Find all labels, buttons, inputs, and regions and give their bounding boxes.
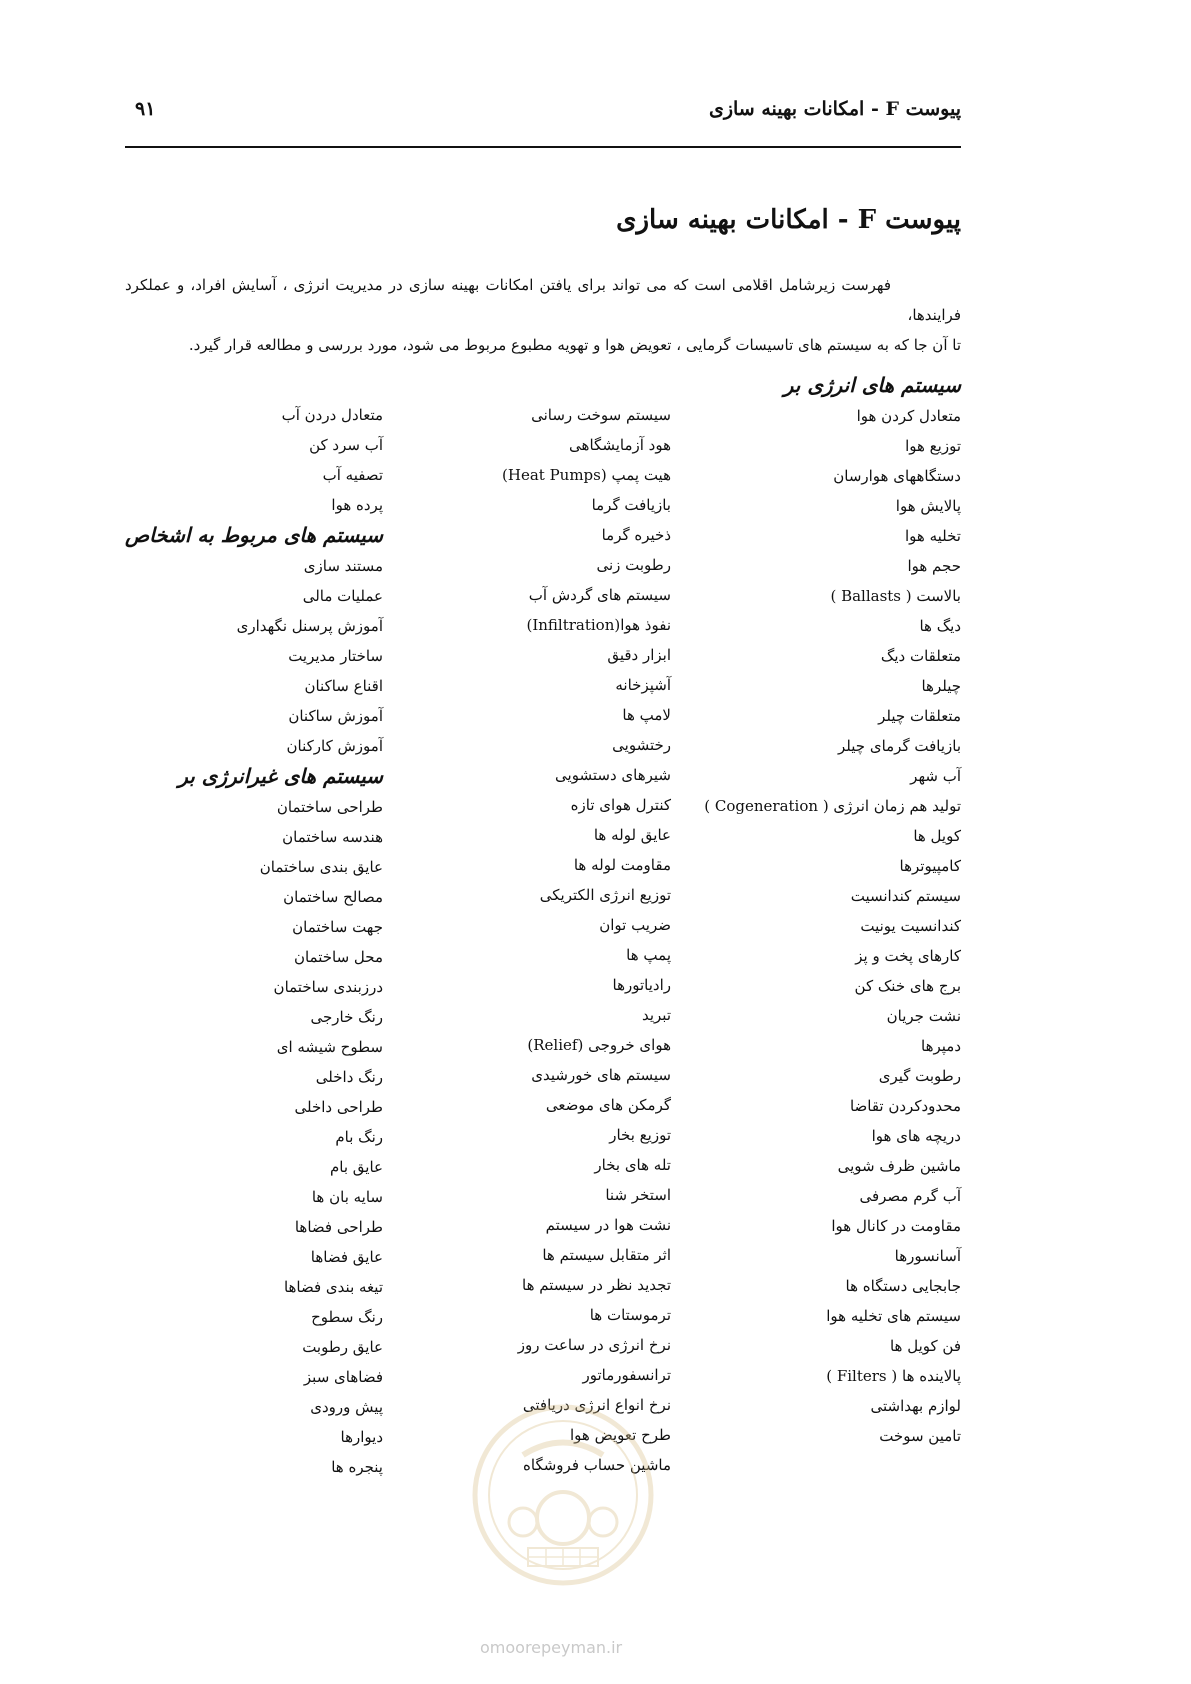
list-item: تله های بخار [594, 1156, 671, 1174]
list-item: سیستم سوخت رسانی [531, 406, 671, 424]
list-item: نرخ انرژی در ساعت روز [517, 1336, 671, 1354]
list-item: عایق رطوبت [302, 1338, 383, 1356]
list-item: آموزش ساکنان [288, 707, 383, 725]
list-item: تیغه بندی فضاها [283, 1278, 383, 1296]
list-item: کارهای پخت و پز [855, 947, 961, 965]
list-item: ترانسفورماتور [582, 1366, 671, 1384]
list-item: کنترل هوای تازه [570, 796, 671, 814]
list-item: رختشویی [612, 736, 671, 754]
list-item: محدودکردن تقاضا [849, 1097, 961, 1115]
list-item: بازیافت گرما [591, 496, 671, 514]
list-item: تصفیه آب [322, 466, 383, 484]
list-item: برج های خنک کن [854, 977, 961, 995]
intro-line-2: تا آن جا که به سیستم های تاسیسات گرمایی ، تعویض هوا و تهویه مطبوع مربوط می شود، مورد بررسی و مطالعه قرار گیرد. [188, 336, 961, 354]
list-item: مصالح ساختمان [283, 888, 383, 906]
list-item: کندانسیت یونیت [860, 917, 961, 935]
list-item: مقاومت لوله ها [573, 856, 671, 874]
list-item: تخلیه هوا [905, 527, 961, 545]
list-item: درزبندی ساختمان [273, 978, 383, 996]
list-item: رادیاتورها [612, 976, 671, 994]
list-item: اثر متقابل سیستم ها [542, 1246, 671, 1264]
list-item: سطوح شیشه ای [276, 1038, 383, 1056]
list-item: پنجره ها [331, 1458, 383, 1476]
list-item: ذخیره گرما [601, 526, 671, 544]
list-item: طراحی فضاها [294, 1218, 383, 1236]
list-item: طراحی داخلی [294, 1098, 383, 1116]
list-item: پالایش هوا [895, 497, 961, 515]
list-item: آب گرم مصرفی [859, 1187, 961, 1205]
list-item: طرح تعویض هوا [570, 1426, 671, 1444]
section-heading: سیستم های غیرانرژی بر [178, 764, 383, 788]
list-item: ساختار مدیریت [288, 647, 383, 665]
list-item: پمپ ها [626, 946, 671, 964]
website-watermark: omoorepeyman.ir [480, 1638, 623, 1657]
list-item: ترموستات ها [589, 1306, 671, 1324]
list-column-middle [341, 370, 671, 1480]
list-item: سیستم کندانسیت [850, 887, 961, 905]
list-item: پرده هوا [331, 496, 383, 514]
list-item: متعلقات چیلر [878, 707, 961, 725]
list-item: رطوبت گیری [878, 1067, 961, 1085]
list-item: ماشین ظرف شویی [837, 1157, 961, 1175]
list-item: متعادل کردن هوا [856, 407, 961, 425]
list-item: رنگ خارجی [310, 1008, 383, 1026]
list-item: عایق فضاها [310, 1248, 383, 1266]
list-item: مستند سازی [303, 557, 383, 575]
list-item [53, 370, 383, 400]
list-item: سیستم های گردش آب [528, 586, 671, 604]
list-column-left [53, 370, 383, 1482]
list-item: کامپیوترها [899, 857, 961, 875]
list-item: بازیافت گرمای چیلر [838, 737, 961, 755]
list-item: توزیع انرژی الکتریکی [539, 886, 671, 904]
page-title: پیوست F - امکانات بهینه سازی [616, 205, 961, 235]
list-item: شیرهای دستشویی [555, 766, 671, 784]
list-item: عایق بندی ساختمان [259, 858, 383, 876]
list-item: آموزش کارکنان [286, 737, 383, 755]
list-item: اقناع ساکنان [304, 677, 383, 695]
list-item: جهت ساختمان [292, 918, 383, 936]
list-item: رنگ سطوح [311, 1308, 383, 1326]
list-item: هندسه ساختمان [282, 828, 383, 846]
list-item: سایه بان ها [311, 1188, 383, 1206]
list-item: رطوبت زنی [596, 556, 671, 574]
list-item: توزیع هوا [905, 437, 961, 455]
list-item: رنگ بام [335, 1128, 383, 1146]
list-item: جابجایی دستگاه ها [845, 1277, 961, 1295]
list-item: محل ساختمان [293, 948, 383, 966]
list-item: لامپ ها [622, 706, 671, 724]
list-item: آسانسورها [894, 1247, 961, 1265]
list-item: دریچه های هوا [871, 1127, 961, 1145]
list-item: رنگ داخلی [315, 1068, 383, 1086]
publisher-seal-icon [468, 1400, 658, 1590]
list-item: عملیات مالی [302, 587, 383, 605]
list-item: دیگ ها [919, 617, 961, 635]
list-item: سیستم های خورشیدی [531, 1066, 671, 1084]
intro-paragraph [125, 270, 961, 360]
list-item: تامین سوخت [879, 1427, 961, 1445]
list-item: چیلرها [921, 677, 961, 695]
list-item: مقاومت در کانال هوا [831, 1217, 961, 1235]
list-item: تبرید [641, 1006, 671, 1024]
list-item: فضاهای سبز [303, 1368, 383, 1386]
list-item: متعلقات دیگ [880, 647, 961, 665]
list-item: تولید هم زمان انرژی ( Cogeneration ) [704, 797, 961, 815]
list-item: دستگاههای هوارسان [833, 467, 961, 485]
list-item: توزیع بخار [609, 1126, 671, 1144]
list-item: ماشین حساب فروشگاه [523, 1456, 671, 1474]
list-item: کویل ها [913, 827, 961, 845]
list-item: عایق بام [329, 1158, 383, 1176]
list-item: نرخ انواع انرژی دریافتی [522, 1396, 671, 1414]
list-item: هود آزمایشگاهی [569, 436, 671, 454]
page-number: ۹۱ [135, 98, 156, 120]
list-item: عایق لوله ها [593, 826, 671, 844]
list-item: تجدید نظر در سیستم ها [522, 1276, 671, 1294]
list-item: سیستم های تخلیه هوا [826, 1307, 961, 1325]
list-item: هیت پمپ (Heat Pumps) [502, 466, 671, 484]
section-heading: سیستم های انرژی بر [783, 373, 961, 397]
section-heading: سیستم های مربوط به اشخاص [124, 523, 383, 547]
intro-line-1: فهرست زیرشامل اقلامی است که می تواند برای یافتن امکانات بهینه سازی در مدیریت انرژی ، آسایش افراد، و عملکرد فرایندها، [125, 276, 961, 324]
list-item: هوای خروجی (Relief) [527, 1036, 671, 1054]
list-item: لوازم بهداشتی [870, 1397, 961, 1415]
list-item: دیوارها [340, 1428, 383, 1446]
list-item: ابزار دقیق [607, 646, 671, 664]
list-item: فن کویل ها [889, 1337, 961, 1355]
list-item: بالاست ( Ballasts ) [830, 587, 961, 605]
list-item: آب سرد کن [309, 436, 383, 454]
list-item: گرمکن های موضعی [545, 1096, 671, 1114]
list-item: نشت جریان [886, 1007, 961, 1025]
list-item: نفوذ هوا(Infiltration) [526, 616, 671, 634]
list-item: آب شهر [910, 767, 961, 785]
list-item: دمپرها [921, 1037, 961, 1055]
list-item: پیش ورودی [310, 1398, 383, 1416]
header-rule [125, 146, 961, 148]
running-title: پیوست F - امکانات بهینه سازی [708, 98, 961, 120]
list-item: استخر شنا [605, 1186, 671, 1204]
list-item: پالاینده ها ( Filters ) [826, 1367, 961, 1385]
list-item: حجم هوا [907, 557, 961, 575]
list-item: آشپزخانه [615, 676, 671, 694]
list-item: نشت هوا در سیستم [545, 1216, 671, 1234]
list-item: ضریب توان [599, 916, 671, 934]
list-item: آموزش پرسنل نگهداری [236, 617, 383, 635]
list-item: متعادل دردن آب [281, 406, 383, 424]
list-item [341, 370, 671, 400]
list-column-right [631, 370, 961, 1451]
running-header [125, 92, 961, 138]
list-item: طراحی ساختمان [276, 798, 383, 816]
